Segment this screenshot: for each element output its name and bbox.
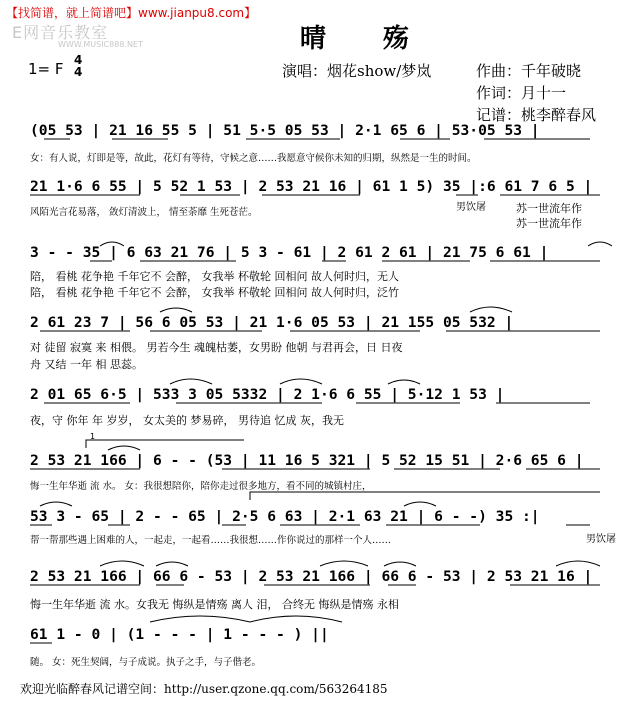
lyric-row-1: 女：有人说，灯即是等，故此，花灯有等待，守候之意……我愿意守候你未知的归期，纵然是一生的时间。 — [30, 153, 477, 164]
time-signature-bottom: 4 — [74, 65, 83, 79]
notation-row-9: 61 1 - 0 | (1 - - - | 1 - - - ) || — [30, 626, 329, 643]
slur — [320, 561, 368, 566]
composer-credit: 作曲：千年破晓 — [476, 62, 582, 80]
slur — [100, 242, 124, 246]
volta-bracket — [250, 492, 600, 500]
slur — [40, 502, 72, 506]
key-signature: 1= F — [28, 60, 64, 78]
lyric-row-5: 夜，守 你年 年 岁岁， 女太美的 梦易碎， 男待追 忆成 灰，我无 — [30, 414, 344, 427]
lyric-row-3-verse2: 陪， 看桃 花争艳 千年它不 会醉， 女我举 杯敬轮 回相问 故人何时归，泛竹 — [30, 286, 399, 299]
slur — [470, 307, 512, 312]
singer-credit: 演唱：烟花show/梦岚 — [282, 62, 432, 80]
volta-number-1: 1 — [90, 432, 96, 441]
slur — [588, 242, 612, 246]
lyric-row-4-verse2: 舟 又结 一年 相 思蕊。 — [30, 358, 143, 371]
notation-row-4: 2 61 23 7 | 56 6 05 53 | 21 1·6 05 53 | 21 155 05 532 | — [30, 314, 514, 331]
slur — [108, 446, 140, 450]
slur — [384, 562, 416, 566]
watermark-logo: E网音乐教室 — [12, 23, 109, 42]
notation-row-8: 2 53 21 166 | 66 6 - 53 | 2 53 21 166 | 66 6 - 53 | 2 53 21 16 | — [30, 568, 593, 585]
lyric-row-6: 悔一生年华逝 流 水。 女：我很想陪你，陪你走过很多地方，看不同的城镇村庄， — [30, 481, 372, 492]
slur — [156, 562, 188, 566]
slur — [250, 616, 342, 622]
lyric-row-2-verse2: 苏一世流年作 — [516, 217, 582, 230]
voice-marker-2: 男饮屠 — [456, 202, 486, 213]
lyric-row-8: 悔一生年华逝 流 水。女我无 悔纵是情殇 离人 泪， 合终无 悔纵是情殇 永相 — [30, 598, 399, 611]
lyric-row-2-verse1: 苏一世流年作 — [516, 202, 582, 215]
notation-row-1: (05 53 | 21 16 55 5 | 51 5·5 05 53 | 2·1 65 6 | 53·05 53 | — [30, 122, 540, 139]
lyric-row-3-verse1: 陪， 看桃 花争艳 千年它不 会醉， 女我举 杯敬轮 回相问 故人何时归，无人 — [30, 270, 399, 283]
lyric-row-2: 风陌光言花易落， 敛灯清波上， 情至荼靡 生死苍茫。 — [30, 207, 258, 218]
lyric-row-7: 帮一帮那些遇上困难的人，一起走，一起看……我很想……作你说过的那样一个人…… — [30, 535, 392, 546]
banner-text: 【找简谱，就上简谱吧】 — [6, 6, 139, 20]
banner-url[interactable]: www.jianpu8.com】 — [138, 6, 257, 20]
slur — [100, 561, 144, 566]
lyricist-credit: 作词：月十一 — [476, 84, 567, 102]
lyric-row-9: 随。 女：死生契阔，与子成说。执子之手，与子偕老。 — [30, 657, 262, 668]
slur — [150, 616, 250, 622]
time-signature-top: 4 — [74, 53, 83, 67]
watermark-url: WWW.MUSIC888.NET — [58, 40, 143, 49]
lyric-row-4-verse1: 对 徒留 寂寞 来 相偎。 男若今生 魂魄枯萎，女男盼 他朝 与君再会，日 日夜 — [30, 341, 403, 354]
song-title: 晴 殇 — [300, 24, 434, 54]
slur — [280, 379, 322, 384]
voice-marker-7: 男饮屠 — [586, 534, 616, 545]
slur — [170, 379, 212, 384]
slur — [404, 502, 436, 506]
volta-bracket — [86, 440, 244, 448]
notation-row-7: 53 3 - 65 | 2 - - 65 | 2·5 6 63 | 2·1 63 21 | 6 - -) 35 :| — [30, 508, 540, 525]
notation-row-5: 2 01 65 6·5 | 533 3 05 5332 | 2 1·6 6 55 | 5·12 1 53 | — [30, 386, 505, 403]
slur — [556, 561, 600, 566]
footer-link[interactable]: 欢迎光临醉春风记谱空间：http://user.qzone.qq.com/563264185 — [20, 682, 388, 696]
notation-row-2: 21 1·6 6 55 | 5 52 1 53 | 2 53 21 16 | 61 1 5) 35 |:6 61 7 6 5 | — [30, 178, 593, 195]
slur — [388, 380, 420, 384]
notation-row-3: 3 - - 35 | 6 63 21 76 | 5 3 - 61 | 2 61 2 61 | 21 75 6 61 | — [30, 244, 549, 261]
slur — [160, 308, 192, 312]
notation-row-6: 2 53 21 166 | 6 - - (53 | 11 16 5 321 | 5 52 15 51 | 2·6 65 6 | — [30, 452, 584, 469]
transcriber-credit: 记谱：桃李醉春风 — [476, 106, 597, 124]
